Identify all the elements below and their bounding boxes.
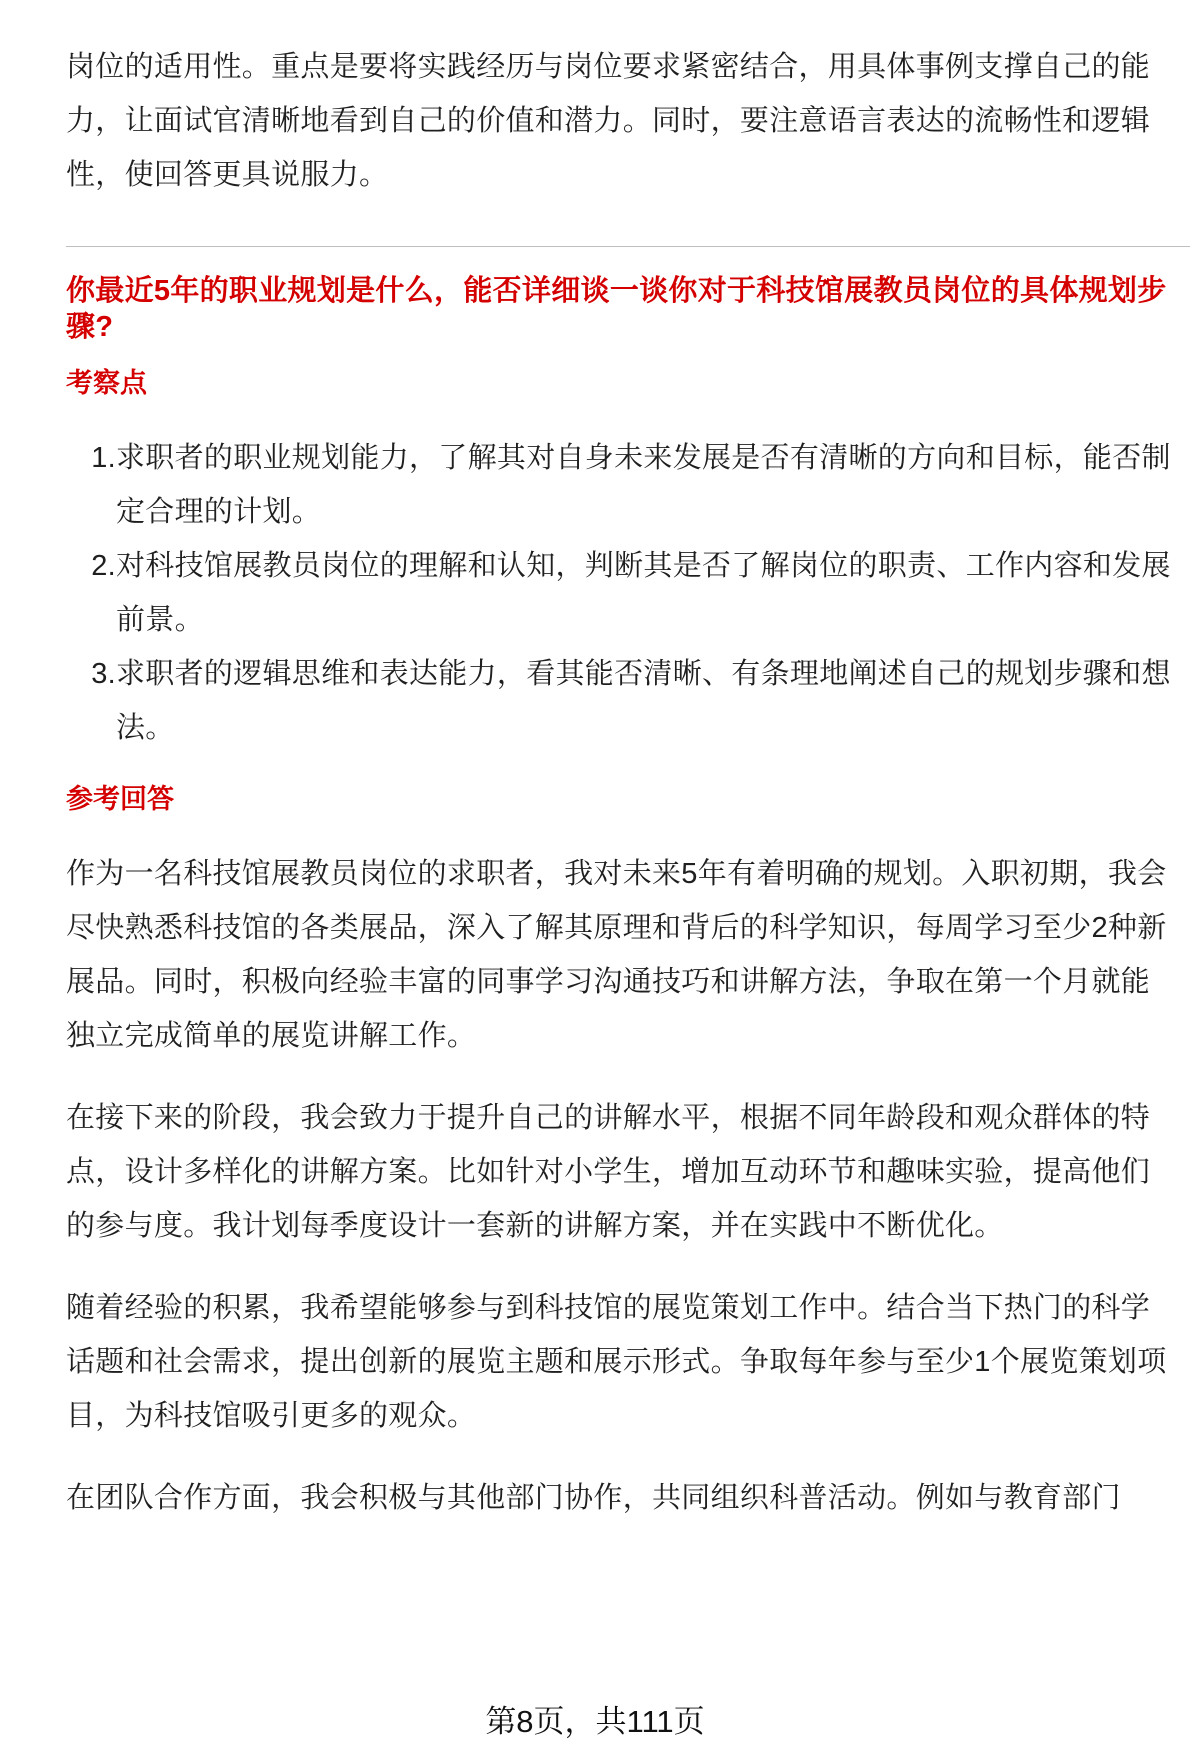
reference-answer-heading: 参考回答 — [66, 784, 174, 814]
reference-answer-body — [66, 847, 1176, 1525]
list-item-text: 求职者的职业规划能力，了解其对自身未来发展是否有清晰的方向和目标，能否制定合理的计划。 — [116, 442, 1171, 528]
list-item-number: 3. — [91, 658, 116, 690]
document-page — [66, 40, 1176, 1525]
answer-paragraph: 在接下来的阶段，我会致力于提升自己的讲解水平，根据不同年龄段和观众群体的特点，设计多样化的讲解方案。比如针对小学生，增加互动环节和趣味实验，提高他们的参与度。我计划每季度设计一套新的讲解方案，并在实践中不断优化。 — [66, 1102, 1151, 1242]
list-item — [66, 647, 1176, 755]
assessment-points-heading: 考察点 — [66, 368, 147, 398]
list-item-number: 2. — [91, 550, 116, 582]
answer-paragraph: 作为一名科技馆展教员岗位的求职者，我对未来5年有着明确的规划。入职初期，我会尽快熟悉科技馆的各类展品，深入了解其原理和背后的科学知识，每周学习至少2种新展品。同时，积极向经验丰富的同事学习沟通技巧和讲解方法，争取在第一个月就能独立完成简单的展览讲解工作。 — [66, 858, 1167, 1052]
answer-paragraph: 随着经验的积累，我希望能够参与到科技馆的展览策划工作中。结合当下热门的科学话题和社会需求，提出创新的展览主题和展示形式。争取每年参与至少1个展览策划项目，为科技馆吸引更多的观众。 — [66, 1292, 1167, 1432]
question-heading: 你最近5年的职业规划是什么，能否详细谈一谈你对于科技馆展教员岗位的具体规划步骤? — [66, 275, 1167, 343]
section-divider — [66, 246, 1190, 247]
list-item-number: 1. — [91, 442, 116, 474]
page-number-footer: 第8页，共111页 — [485, 1704, 705, 1739]
list-item-text: 对科技馆展教员岗位的理解和认知，判断其是否了解岗位的职责、工作内容和发展前景。 — [116, 550, 1171, 636]
assessment-points-list — [66, 431, 1176, 755]
list-item-text: 求职者的逻辑思维和表达能力，看其能否清晰、有条理地阐述自己的规划步骤和想法。 — [116, 658, 1171, 744]
intro-paragraph: 岗位的适用性。重点是要将实践经历与岗位要求紧密结合，用具体事例支撑自己的能力，让面试官清晰地看到自己的价值和潜力。同时，要注意语言表达的流畅性和逻辑性，使回答更具说服力。 — [66, 51, 1151, 191]
list-item — [66, 539, 1176, 647]
list-item — [66, 431, 1176, 539]
answer-paragraph: 在团队合作方面，我会积极与其他部门协作，共同组织科普活动。例如与教育部门 — [66, 1482, 1121, 1514]
